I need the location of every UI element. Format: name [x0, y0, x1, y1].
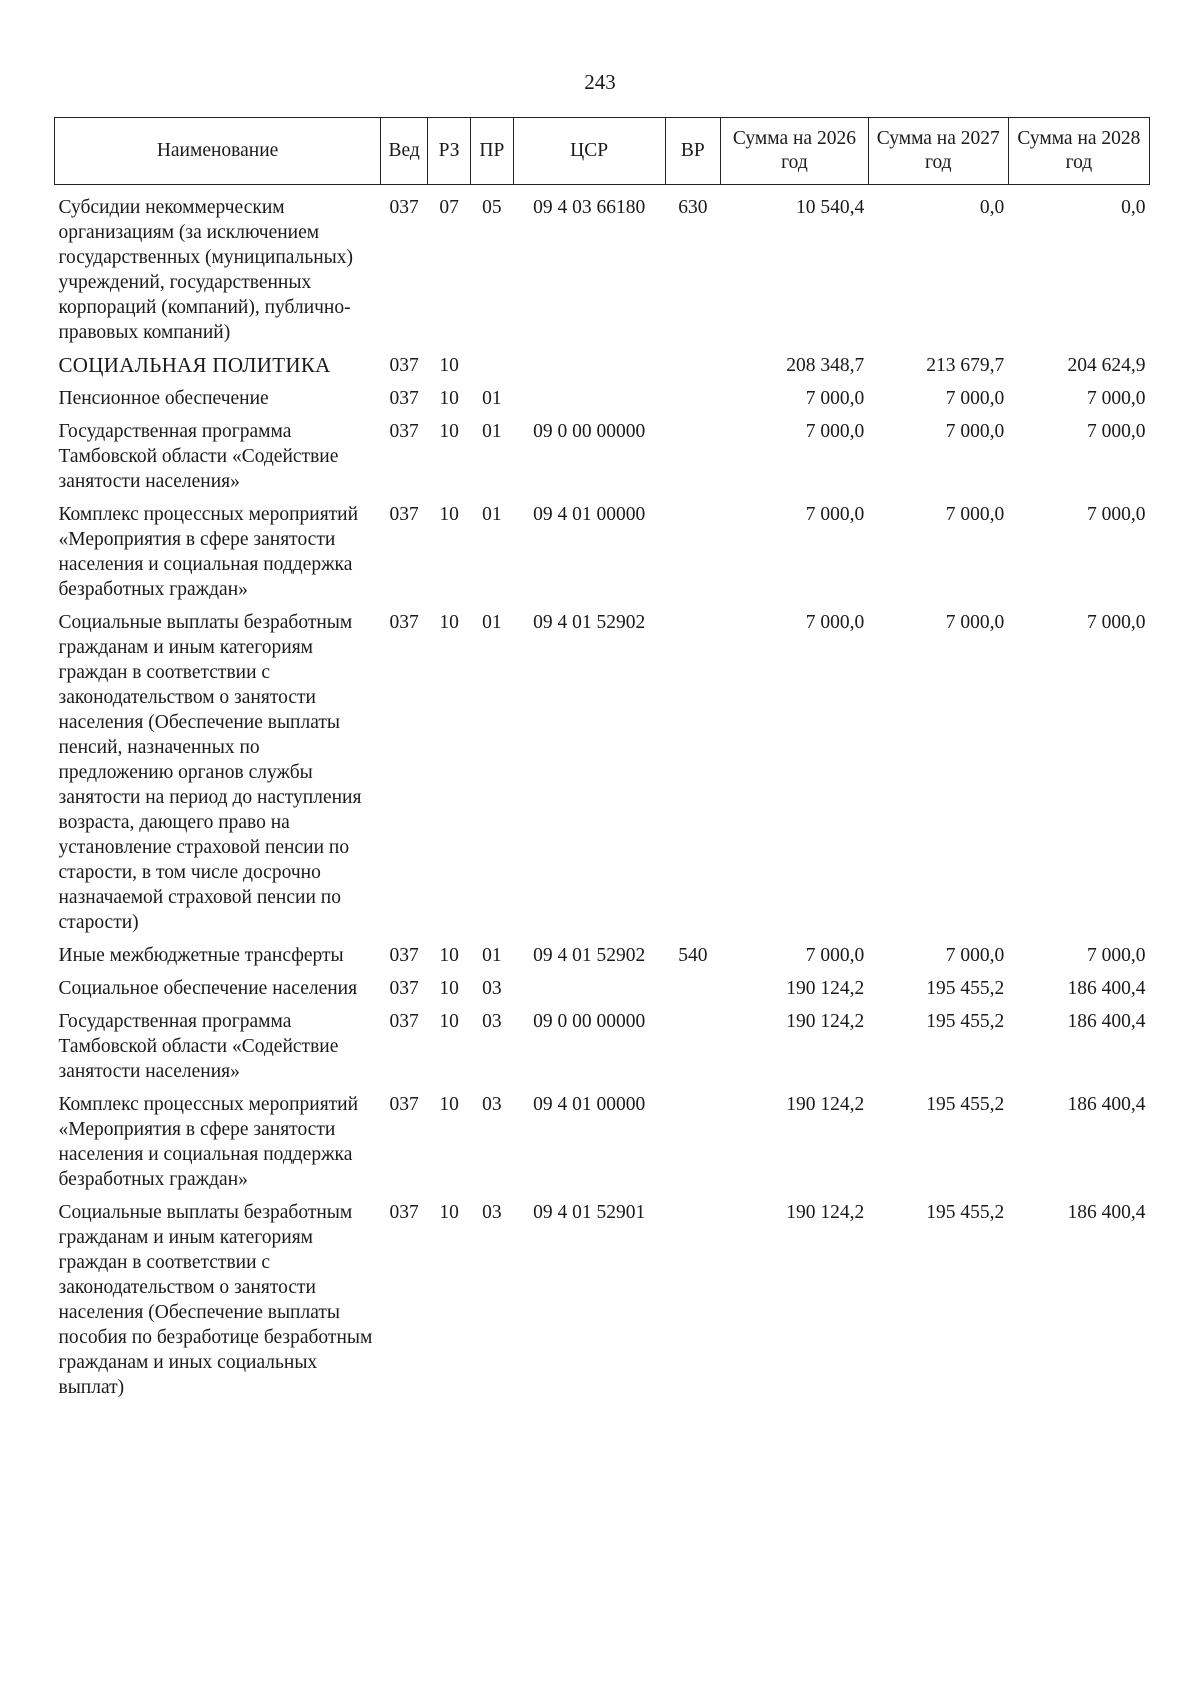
- row-csr: 09 4 01 52902: [533, 612, 646, 633]
- row-sum-2027: 7 000,0: [945, 504, 1005, 525]
- row-ved: 037: [389, 612, 419, 633]
- header-sum-2028: Сумма на 2028 год: [1008, 118, 1149, 185]
- row-name: Социальные выплаты безработным гражданам и иным категориям граждан в соответствии с законодательством о занятости населения (Обеспечение выплаты пенсий, назначенных по предложению органов службы занятости на период до наступления возраста, дающего право на установление страховой пенсии по старости, в том числе досрочно назначаемой страховой пенсии по старости): [58, 612, 362, 933]
- row-ved: 037: [389, 1094, 419, 1115]
- row-rz: 10: [439, 504, 459, 525]
- row-csr: 09 4 01 00000: [533, 1094, 646, 1115]
- row-pr: 01: [482, 388, 502, 409]
- header-vr: ВР: [665, 118, 721, 185]
- row-name: Государственная программа Тамбовской области «Содействие занятости населения»: [58, 1011, 339, 1082]
- row-name: СОЦИАЛЬНАЯ ПОЛИТИКА: [58, 353, 331, 377]
- row-sum-2027: 0,0: [979, 197, 1005, 218]
- row-vr: [665, 378, 721, 411]
- row-sum-2028: 186 400,4: [1067, 1094, 1146, 1115]
- row-csr: 09 4 01 52901: [533, 1202, 646, 1223]
- row-vr: [665, 602, 721, 935]
- row-name: Комплекс процессных мероприятий «Мероприятия в сфере занятости населения и социальная поддержка безработных граждан»: [58, 1094, 359, 1190]
- row-csr: 09 4 01 00000: [533, 504, 646, 525]
- row-sum-2027: 7 000,0: [945, 945, 1005, 966]
- row-ved: 037: [389, 1202, 419, 1223]
- row-sum-2028: 204 624,9: [1067, 355, 1146, 376]
- row-sum-2027: 195 455,2: [926, 1094, 1005, 1115]
- row-csr: 09 0 00 00000: [533, 421, 646, 442]
- row-vr: 630: [678, 197, 708, 218]
- row-sum-2028: 7 000,0: [1087, 945, 1146, 966]
- table-row: [55, 935, 1150, 968]
- row-rz: 10: [439, 978, 459, 999]
- row-sum-2027: 195 455,2: [926, 978, 1005, 999]
- row-csr: 09 4 01 52902: [533, 945, 646, 966]
- row-csr: [513, 968, 665, 1001]
- row-vr: [665, 1001, 721, 1084]
- table-row: [55, 411, 1150, 494]
- row-name: Пенсионное обеспечение: [58, 388, 269, 409]
- header-rz: РЗ: [428, 118, 471, 185]
- row-sum-2027: 195 455,2: [926, 1011, 1005, 1032]
- row-sum-2026: 208 348,7: [786, 355, 865, 376]
- row-ved: 037: [389, 355, 419, 376]
- header-ved: Вед: [381, 118, 428, 185]
- row-sum-2027: 195 455,2: [926, 1202, 1005, 1223]
- row-vr: [665, 345, 721, 378]
- row-sum-2028: 186 400,4: [1067, 1011, 1146, 1032]
- row-name: Государственная программа Тамбовской области «Содействие занятости населения»: [58, 421, 339, 492]
- row-vr: [665, 411, 721, 494]
- row-rz: 10: [439, 1202, 459, 1223]
- row-rz: 10: [439, 612, 459, 633]
- table-row: [55, 968, 1150, 1001]
- table-row: [55, 494, 1150, 602]
- row-sum-2026: 7 000,0: [805, 388, 865, 409]
- row-sum-2028: 7 000,0: [1087, 388, 1146, 409]
- header-csr: ЦСР: [513, 118, 665, 185]
- row-pr: 03: [482, 978, 502, 999]
- row-sum-2028: 0,0: [1121, 197, 1146, 218]
- row-rz: 10: [439, 355, 459, 376]
- row-sum-2026: 10 540,4: [795, 197, 865, 218]
- row-sum-2028: 7 000,0: [1087, 421, 1146, 442]
- row-rz: 10: [439, 388, 459, 409]
- row-ved: 037: [389, 504, 419, 525]
- row-ved: 037: [389, 978, 419, 999]
- table-row: [55, 1084, 1150, 1192]
- row-sum-2027: 7 000,0: [945, 612, 1005, 633]
- row-sum-2026: 190 124,2: [786, 978, 865, 999]
- row-sum-2026: 7 000,0: [805, 421, 865, 442]
- row-rz: 10: [439, 1011, 459, 1032]
- row-sum-2027: 7 000,0: [945, 421, 1005, 442]
- row-rz: 10: [439, 1094, 459, 1115]
- table-row: [55, 378, 1150, 411]
- row-pr: 03: [482, 1094, 502, 1115]
- row-rz: 07: [439, 197, 459, 218]
- row-name: Социальное обеспечение населения: [58, 978, 358, 999]
- header-name: Наименование: [55, 118, 381, 185]
- table-row: [55, 1001, 1150, 1084]
- row-ved: 037: [389, 945, 419, 966]
- table-row: [55, 345, 1150, 378]
- row-vr: [665, 968, 721, 1001]
- row-sum-2026: 190 124,2: [786, 1202, 865, 1223]
- row-name: Иные межбюджетные трансферты: [58, 945, 344, 966]
- header-sum-2027: Сумма на 2027 год: [868, 118, 1008, 185]
- row-sum-2026: 7 000,0: [805, 612, 865, 633]
- row-rz: 10: [439, 421, 459, 442]
- row-rz: 10: [439, 945, 459, 966]
- row-sum-2028: 186 400,4: [1067, 978, 1146, 999]
- row-ved: 037: [389, 197, 419, 218]
- row-pr: 01: [482, 504, 502, 525]
- row-pr: 03: [482, 1011, 502, 1032]
- row-pr: 01: [482, 421, 502, 442]
- row-sum-2026: 190 124,2: [786, 1094, 865, 1115]
- row-sum-2028: 7 000,0: [1087, 612, 1146, 633]
- row-vr: 540: [678, 945, 708, 966]
- row-sum-2027: 7 000,0: [945, 388, 1005, 409]
- row-csr: 09 4 03 66180: [533, 197, 646, 218]
- row-pr: 05: [482, 197, 502, 218]
- row-sum-2028: 186 400,4: [1067, 1202, 1146, 1223]
- row-name: Субсидии некоммерческим организациям (за исключением государственных (муниципальных) учреждений, государственных корпораций (компаний), публично-правовых компаний): [58, 197, 354, 343]
- row-ved: 037: [389, 1011, 419, 1032]
- budget-table: [54, 117, 1150, 1400]
- table-header-row: [55, 118, 1150, 185]
- header-pr: ПР: [470, 118, 513, 185]
- row-sum-2026: 190 124,2: [786, 1011, 865, 1032]
- row-vr: [665, 1084, 721, 1192]
- table-row: [55, 1192, 1150, 1400]
- row-csr: [513, 345, 665, 378]
- table-row: [55, 602, 1150, 935]
- row-name: Комплекс процессных мероприятий «Мероприятия в сфере занятости населения и социальная поддержка безработных граждан»: [58, 504, 359, 600]
- row-ved: 037: [389, 388, 419, 409]
- row-sum-2028: 7 000,0: [1087, 504, 1146, 525]
- row-csr: 09 0 00 00000: [533, 1011, 646, 1032]
- row-sum-2027: 213 679,7: [926, 355, 1005, 376]
- row-vr: [665, 494, 721, 602]
- row-vr: [665, 1192, 721, 1400]
- row-pr: 01: [482, 945, 502, 966]
- page-number: 243: [584, 70, 616, 94]
- row-sum-2026: 7 000,0: [805, 945, 865, 966]
- row-sum-2026: 7 000,0: [805, 504, 865, 525]
- row-name: Социальные выплаты безработным гражданам и иным категориям граждан в соответствии с законодательством о занятости населения (Обеспечение выплаты пособия по безработице безработным гражданам и иных социальных выплат): [58, 1202, 373, 1398]
- row-pr: 01: [482, 612, 502, 633]
- row-ved: 037: [389, 421, 419, 442]
- row-csr: [513, 378, 665, 411]
- row-pr: 03: [482, 1202, 502, 1223]
- header-sum-2026: Сумма на 2026 год: [721, 118, 869, 185]
- table-row: [55, 185, 1150, 346]
- row-pr: [470, 345, 513, 378]
